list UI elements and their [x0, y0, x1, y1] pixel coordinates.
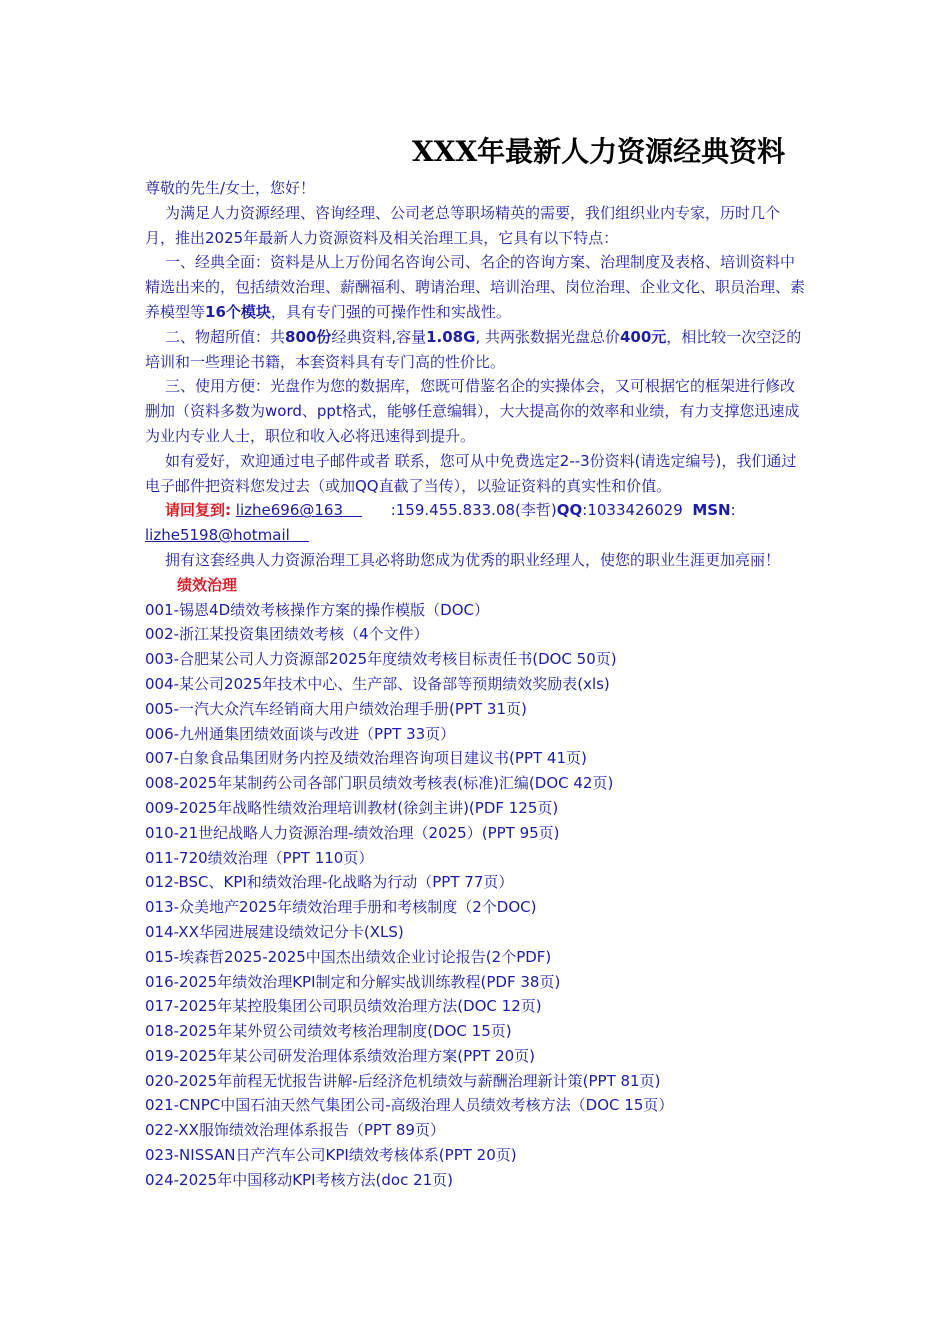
list-item: 024-2025年中国移动KPI考核方法(doc 21页) [145, 1170, 454, 1189]
list-item: 009-2025年战略性绩效治理培训教材(徐剑主讲)(PDF 125页) [145, 798, 559, 817]
feature-1-text: 一、经典全面：资料是从上万份闻名咨询公司、名企的咨询方案、治理制度及表格、培训资料中精选出来的，包括绩效治理、薪酬福利、聘请治理、培训治理、岗位治理、企业文化、职员治理、素养模型等 [145, 253, 806, 321]
list-item: 014-XX华园进展建设绩效记分卡(XLS) [145, 922, 404, 941]
feature-3-paragraph [145, 374, 807, 448]
closing-paragraph: 拥有这套经典人力资源治理工具必将助您成为优秀的职业经理人，使您的职业生涯更加亮丽！ [165, 550, 781, 569]
list-item: 006-九州通集团绩效面谈与改进（PPT 33页） [145, 724, 456, 743]
list-item: 016-2025年绩效治理KPI制定和分解实战训练教程(PDF 38页) [145, 972, 561, 991]
feature-3-text-1: 三、使用方便：光盘作为您的数据库，您既可借鉴名企的实操体会，又可根据它的框架进行修改删加（资料多数为 [145, 377, 796, 421]
feature-2-paragraph [145, 325, 807, 375]
list-item: 005-一汽大众汽车经销商大用户绩效治理手册(PPT 31页) [145, 699, 527, 718]
document-title: XXX年最新人力资源经典资料 [412, 135, 786, 168]
msn-label: MSN [692, 501, 731, 520]
resource-list [145, 598, 807, 1193]
phone-number: :159.455.833.08(李哲) [390, 501, 557, 520]
list-item: 017-2025年某控股集团公司职员绩效治理方法(DOC 12页) [145, 997, 542, 1016]
greeting: 尊敬的先生/女士，您好！ [145, 179, 316, 197]
list-item: 001-锡恩4D绩效考核操作方案的操作模版（DOC） [145, 600, 489, 619]
format-ppt: ppt [316, 402, 342, 421]
feature-1-text-end: ，具有专门强的可操作性和实战性。 [270, 302, 511, 321]
list-item: 010-21世纪战略人力资源治理-绩效治理（2025）(PPT 95页) [145, 823, 560, 842]
contact-line [145, 498, 807, 523]
feature-3-text-2: 格式，能够任意编辑），大大提高你的效率和业绩，有力支撑您迅速成为业内专业人士，职位和收入必将迅速得到提升。 [145, 402, 800, 445]
material-count: 800份 [285, 327, 332, 346]
format-word: word [265, 402, 302, 421]
intro-text-1: 为满足人力资源经理、咨询经理、公司老总等职场精英的需要，我们组织业内专家，历时几个月，推出 [145, 203, 781, 247]
email-link-underline-pad [343, 501, 362, 519]
list-item: 020-2025年前程无忧报告讲解-后经济危机绩效与薪酬治理新计策(PPT 81页) [145, 1071, 661, 1090]
reply-label: 请回复到 [165, 501, 226, 520]
feature-2-text-3: , 共两张数据光盘总价 [475, 327, 620, 346]
offer-paragraph: 如有爱好，欢迎通过电子邮件或者 联系，您可从中免费选定2--3份资料(请选定编号)，我们通过电子邮件把资料您发过去（或加QQ直截了当传），以验证资料的真实性和价值。 [145, 451, 797, 495]
list-item: 015-埃森哲2025-2025中国杰出绩效企业讨论报告(2个PDF) [145, 947, 552, 966]
capacity-value: 1.08G [426, 327, 476, 346]
intro-year: 2025 [205, 228, 244, 247]
contact-line-2 [145, 523, 807, 548]
list-item: 023-NISSAN日产汽车公司KPI绩效考核体系(PPT 20页) [145, 1146, 517, 1165]
section-title: 绩效治理 [177, 575, 238, 594]
list-item: 021-CNPC中国石油天然气集团公司-高级治理人员绩效考核方法（DOC 15页） [145, 1096, 674, 1115]
price-value: 400元 [619, 327, 667, 346]
feature-2-text-2: 经典资料,容量 [331, 327, 427, 346]
feature-1-paragraph [145, 250, 807, 324]
reply-colon: : [225, 501, 232, 520]
email-link-hotmail[interactable]: lizhe5198@hotmail [145, 526, 290, 545]
intro-paragraph [145, 201, 807, 251]
email2-underline-pad [290, 526, 309, 544]
list-item: 012-BSC、KPI和绩效治理-化战略为行动（PPT 77页） [145, 873, 514, 892]
list-item: 019-2025年某公司研发治理体系绩效治理方案(PPT 20页) [145, 1046, 536, 1065]
msn-colon: : [730, 501, 736, 520]
list-item: 008-2025年某制药公司各部门职员绩效考核表(标准)汇编(DOC 42页) [145, 774, 614, 793]
qq-number: :1033426029 [582, 501, 683, 520]
intro-text-2: 年最新人力资源资料及相关治理工具，它具有以下特点： [243, 228, 619, 247]
list-item: 018-2025年某外贸公司绩效考核治理制度(DOC 15页) [145, 1022, 512, 1041]
feature-3-sep: 、 [301, 402, 317, 421]
list-item: 003-合肥某公司人力资源部2025年度绩效考核目标责任书(DOC 50页) [145, 650, 617, 669]
feature-2-text-1: 二、物超所值：共 [165, 327, 286, 346]
list-item: 013-众美地产2025年绩效治理手册和考核制度（2个DOC) [145, 898, 537, 917]
list-item: 022-XX服饰绩效治理体系报告（PPT 89页） [145, 1121, 445, 1140]
list-item: 002-浙江某投资集团绩效考核（4个文件） [145, 625, 429, 644]
feature-2-text-4: ，相比较一次空泛的培训和一些理论书籍，本套资料具有专门高的性价比。 [145, 327, 802, 371]
module-count: 16个模块 [205, 302, 271, 321]
list-item: 004-某公司2025年技术中心、生产部、设备部等预期绩效奖励表(xls) [145, 674, 610, 693]
list-item: 011-720绩效治理（PPT 110页） [145, 848, 374, 867]
qq-label: QQ [556, 501, 583, 520]
email-link-163[interactable]: lizhe696@163 [235, 501, 344, 520]
document-body [145, 176, 807, 1193]
list-item: 007-白象食品集团财务内控及绩效治理咨询项目建议书(PPT 41页) [145, 749, 587, 768]
